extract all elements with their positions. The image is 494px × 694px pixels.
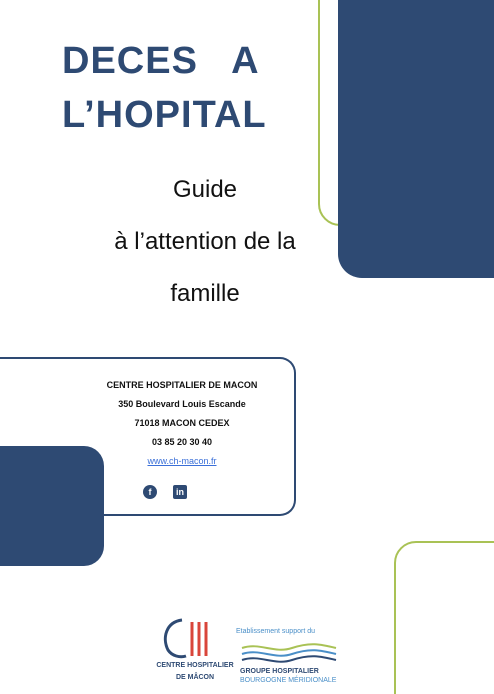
- ch-macon-logo: [156, 616, 230, 665]
- decorative-green-frame-bottom: [394, 541, 494, 694]
- gh-subtitle: BOURGOGNE MÉRIDIONALE: [240, 677, 337, 684]
- ch-logo-text: [150, 660, 240, 684]
- ch-logo-line-1: CENTRE HOSPITALIER: [156, 662, 234, 669]
- gh-wave-logo-icon: [240, 640, 340, 666]
- linkedin-icon[interactable]: in: [173, 485, 187, 499]
- facebook-icon[interactable]: f: [143, 485, 157, 499]
- title-line-1: DECES A: [62, 40, 260, 82]
- subtitle-line-2: à l’attention de la: [114, 228, 296, 255]
- hospital-phone: 03 85 20 30 40: [151, 437, 213, 447]
- contact-details: [52, 376, 312, 471]
- document-subtitle: [30, 164, 380, 320]
- social-links: [143, 485, 187, 499]
- document-title: [62, 34, 267, 142]
- website-link[interactable]: www.ch-macon.fr: [147, 456, 217, 466]
- support-text: Etablissement support du: [236, 628, 315, 635]
- ch-logo-mark-icon: [156, 616, 230, 660]
- hospital-address: 350 Boulevard Louis Escande: [118, 399, 246, 409]
- subtitle-line-3: famille: [170, 280, 240, 307]
- gh-logo-text: [240, 667, 336, 685]
- ch-logo-line-2: DE MÂCON: [175, 674, 215, 681]
- subtitle-line-1: Guide: [172, 176, 238, 203]
- gh-title: GROUPE HOSPITALIER: [240, 668, 319, 675]
- title-line-2: L’HOPITAL: [62, 94, 267, 136]
- hospital-name: CENTRE HOSPITALIER DE MACON: [106, 380, 258, 390]
- hospital-city: 71018 MACON CEDEX: [134, 418, 230, 428]
